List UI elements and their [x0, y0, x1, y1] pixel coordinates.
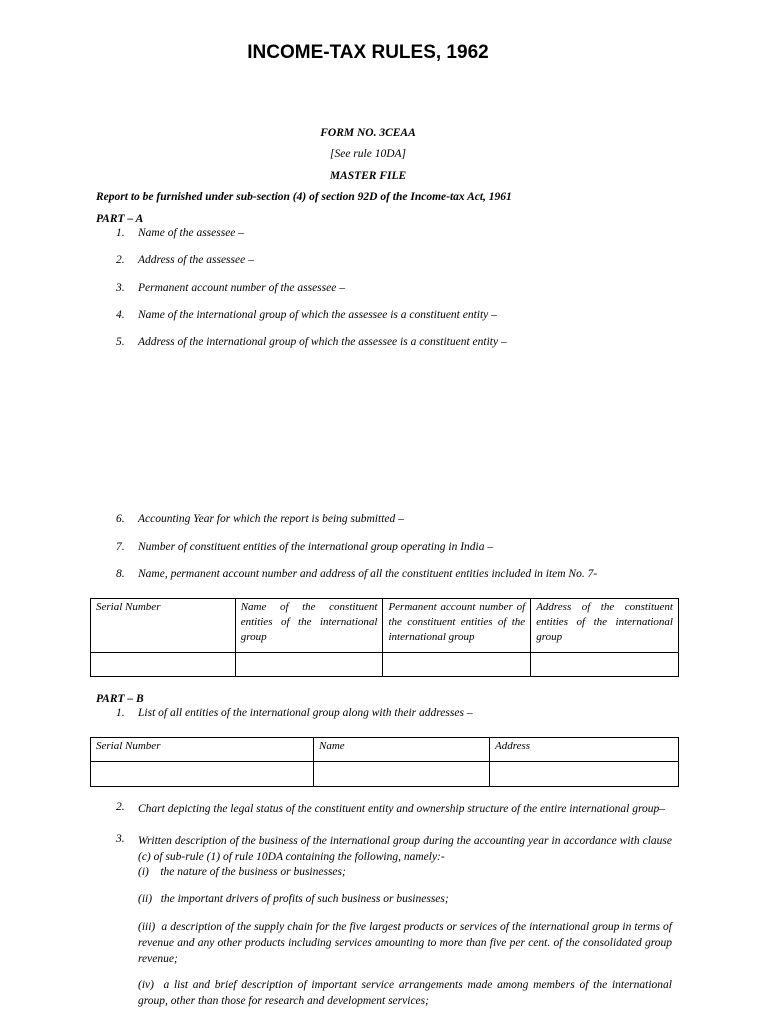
item-number: 5.	[116, 336, 125, 348]
item-text: Address of the international group of which the assessee is a constituent entity –	[138, 336, 507, 348]
item-number: 1.	[116, 227, 125, 239]
item-text: Address of the assessee –	[138, 254, 254, 266]
item-text: Name of the international group of which the assessee is a constituent entity –	[138, 309, 497, 321]
form-subtitle: Report to be furnished under sub-section (4) of section 92D of the Income-tax Act, 1961	[96, 191, 512, 203]
table-cell[interactable]	[383, 653, 531, 677]
item-text: Name of the assessee –	[138, 227, 245, 239]
table-row	[91, 653, 679, 677]
rule-reference: [See rule 10DA]	[329, 148, 406, 160]
form-number: FORM NO. 3CEAA	[320, 127, 416, 139]
form-name: MASTER FILE	[329, 170, 407, 182]
table-header-cell: Name	[314, 738, 490, 762]
item-text: Number of constituent entities of the international group operating in India –	[138, 541, 494, 553]
item-number: 3.	[116, 282, 125, 294]
item-number: 4.	[116, 309, 125, 321]
item-number: 7.	[116, 541, 125, 553]
sub-item-iv	[138, 977, 672, 1009]
item-text: List of all entities of the international group along with their addresses –	[138, 707, 473, 719]
sub-item-ii	[138, 891, 672, 907]
table-row	[91, 762, 679, 787]
sub-item-i	[138, 864, 672, 880]
item-text: Accounting Year for which the report is being submitted –	[138, 513, 404, 525]
sub-item-number: (iii)	[138, 921, 156, 933]
table-header-cell: Serial Number	[91, 599, 236, 653]
table-cell[interactable]	[531, 653, 679, 677]
sub-item-iii	[138, 919, 672, 967]
table-header-row	[91, 599, 679, 653]
table-cell[interactable]	[235, 653, 383, 677]
item-text: Name, permanent account number and address of all the constituent entities included in item No. 7-	[138, 568, 598, 580]
sub-item-number: (i)	[138, 866, 149, 878]
part-b-heading: PART – B	[96, 693, 144, 705]
table-header-cell: Serial Number	[91, 738, 314, 762]
table-header-cell: Permanent account number of the constituent entities of the international group	[383, 599, 531, 653]
table-header-cell: Address	[490, 738, 679, 762]
sub-item-number: (ii)	[138, 893, 153, 905]
item-number: 2.	[116, 254, 125, 266]
table-header-cell: Address of the constituent entities of the international group	[531, 599, 679, 653]
sub-item-text: the important drivers of profits of such business or businesses;	[160, 893, 449, 905]
constituent-entities-table	[90, 598, 679, 677]
sub-item-text: a description of the supply chain for the five largest products or services of the international group in terms of revenue and any other products including services amounting to more than five per cent. of the consolidated group revenue;	[138, 921, 672, 965]
sub-item-text: the nature of the business or businesses;	[160, 866, 346, 878]
sub-item-text: a list and brief description of important service arrangements made among members of the international group, other than those for research and development services;	[138, 979, 672, 1007]
table-cell[interactable]	[490, 762, 679, 787]
table-header-cell: Name of the constituent entities of the international group	[235, 599, 383, 653]
item-number: 8.	[116, 568, 125, 580]
item-number: 2.	[116, 801, 125, 813]
page-title: INCOME-TAX RULES, 1962	[247, 42, 489, 63]
table-header-row	[91, 738, 679, 762]
item-number: 3.	[116, 833, 125, 845]
part-b-item-2-text: Chart depicting the legal status of the constituent entity and ownership structure of the entire international group–	[138, 803, 666, 815]
item-number: 1.	[116, 707, 125, 719]
table-cell[interactable]	[314, 762, 490, 787]
group-entities-table	[90, 737, 679, 787]
item-text: Permanent account number of the assessee –	[138, 282, 345, 294]
table-cell[interactable]	[91, 762, 314, 787]
part-b-item-3-text: Written description of the business of the international group during the accounting year in accordance with clause (c) of sub-rule (1) of rule 10DA containing the following, namely:-	[138, 835, 672, 863]
part-a-heading: PART – A	[96, 213, 144, 225]
item-number: 6.	[116, 513, 125, 525]
sub-item-number: (iv)	[138, 979, 154, 991]
table-cell[interactable]	[91, 653, 236, 677]
